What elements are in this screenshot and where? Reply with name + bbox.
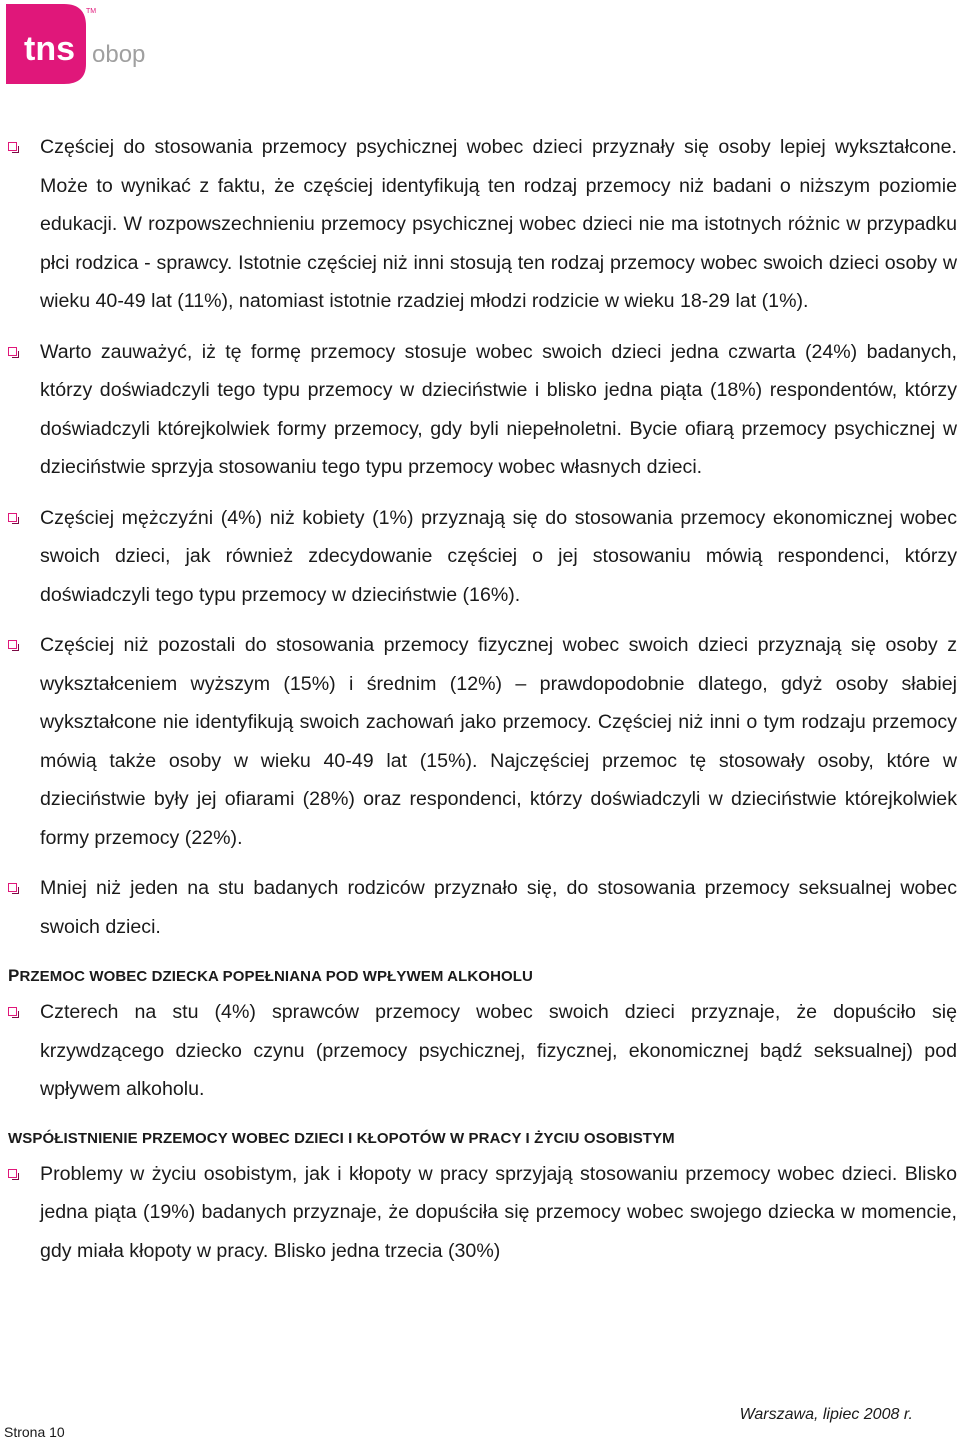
- bullet-text: Problemy w życiu osobistym, jak i kłopoty w pracy sprzyjają stosowaniu przemocy wobec dzieci. Blisko jedna piąta (19%) badanych przyznaje, że dopuściła się przemocy wobec swojego dziecka w momencie, gdy miała kłopoty w pracy. Blisko jedna trzecia (30%): [40, 1162, 957, 1262]
- page-number: Strona 10: [4, 1424, 65, 1440]
- section-heading-alcohol: PRZEMOC WOBEC DZIECKA POPEŁNIANA POD WPŁYWEM ALKOHOLU: [8, 966, 533, 985]
- bullet-item: [0, 626, 960, 857]
- place-date: Warszawa, lipiec 2008 r.: [739, 1406, 913, 1423]
- section-heading-work: WSPÓŁISTNIENIE PRZEMOCY WOBEC DZIECI I KŁOPOTÓW W PRACY I ŻYCIU OSOBISTYM: [8, 1129, 675, 1147]
- svg-text:obop: obop: [92, 41, 146, 68]
- square-bullet-icon: [8, 1169, 18, 1179]
- bullet-item: [0, 993, 960, 1109]
- bullet-text: Częściej mężczyźni (4%) niż kobiety (1%) przyznają się do stosowania przemocy ekonomicznej wobec swoich dzieci, jak również zdecydowanie częściej o jej stosowaniu mówią respondenci, którzy doświadczyli tego typu przemocy w dzieciństwie (16%).: [40, 506, 957, 606]
- bullet-text: Częściej do stosowania przemocy psychicznej wobec dzieci przyznały się osoby lepiej wykształcone. Może to wynikać z faktu, że częściej identyfikują ten rodzaj przemocy niż badani o niższym poziomie edukacji. W rozpowszechnieniu przemocy psychicznej wobec dzieci nie ma istotnych różnic w przypadku płci rodzica - sprawcy. Istotnie częściej niż inni stosują ten rodzaj przemocy wobec swoich dzieci osoby w wieku 40-49 lat (11%), natomiast istotnie rzadziej młodzi rodzicie w wieku 18-29 lat (1%).: [40, 136, 957, 312]
- square-bullet-icon: [8, 142, 18, 152]
- bullet-item: [0, 869, 960, 946]
- bullet-text: Warto zauważyć, iż tę formę przemocy stosuje wobec swoich dzieci jedna czwarta (24%) badanych, którzy doświadczyli tego typu przemocy w dzieciństwie i blisko jedna piąta (18%) respondentów, którzy doświadczyli którejkolwiek formy przemocy, gdy byli niepełnoletni. Bycie ofiarą przemocy psychicznej w dzieciństwie sprzyja stosowaniu tego typu przemocy wobec własnych dzieci.: [40, 340, 957, 478]
- tns-obop-logo: [6, 4, 156, 84]
- square-bullet-icon: [8, 1007, 18, 1017]
- bullet-text: Czterech na stu (4%) sprawców przemocy wobec swoich dzieci przyznaje, że dopuściło się krzywdzącego dziecko czynu (przemocy psychicznej, fizycznej, ekonomicznej bądź seksualnej) pod wpływem alkoholu.: [40, 1001, 957, 1100]
- svg-text:TM: TM: [86, 8, 97, 15]
- bullet-text: Mniej niż jeden na stu badanych rodziców przyznało się, do stosowania przemocy seksualnej wobec swoich dzieci.: [40, 877, 957, 938]
- bullet-text: Częściej niż pozostali do stosowania przemocy fizycznej wobec swoich dzieci przyznają się osoby z wykształceniem wyższym (15%) i średnim (12%) – prawdopodobnie dlatego, gdyż osoby słabiej wykształcone nie identyfikują swoich zachowań jako przemocy. Częściej niż inni o tym rodzaju przemocy mówią także osoby w wieku 40-49 lat (15%). Najczęściej przemoc tę stosowały osoby, które w dzieciństwie były jej ofiarami (28%) oraz respondenci, którzy doświadczyli w dzieciństwie którejkolwiek formy przemocy (22%).: [40, 634, 957, 849]
- bullet-item: [0, 128, 960, 321]
- svg-text:tns: tns: [24, 30, 75, 68]
- bullet-item: [0, 1155, 960, 1271]
- square-bullet-icon: [8, 883, 18, 893]
- square-bullet-icon: [8, 347, 18, 357]
- bullet-item: [0, 333, 960, 487]
- document-body: [0, 128, 960, 1270]
- bullet-item: [0, 499, 960, 615]
- square-bullet-icon: [8, 513, 18, 523]
- square-bullet-icon: [8, 640, 18, 650]
